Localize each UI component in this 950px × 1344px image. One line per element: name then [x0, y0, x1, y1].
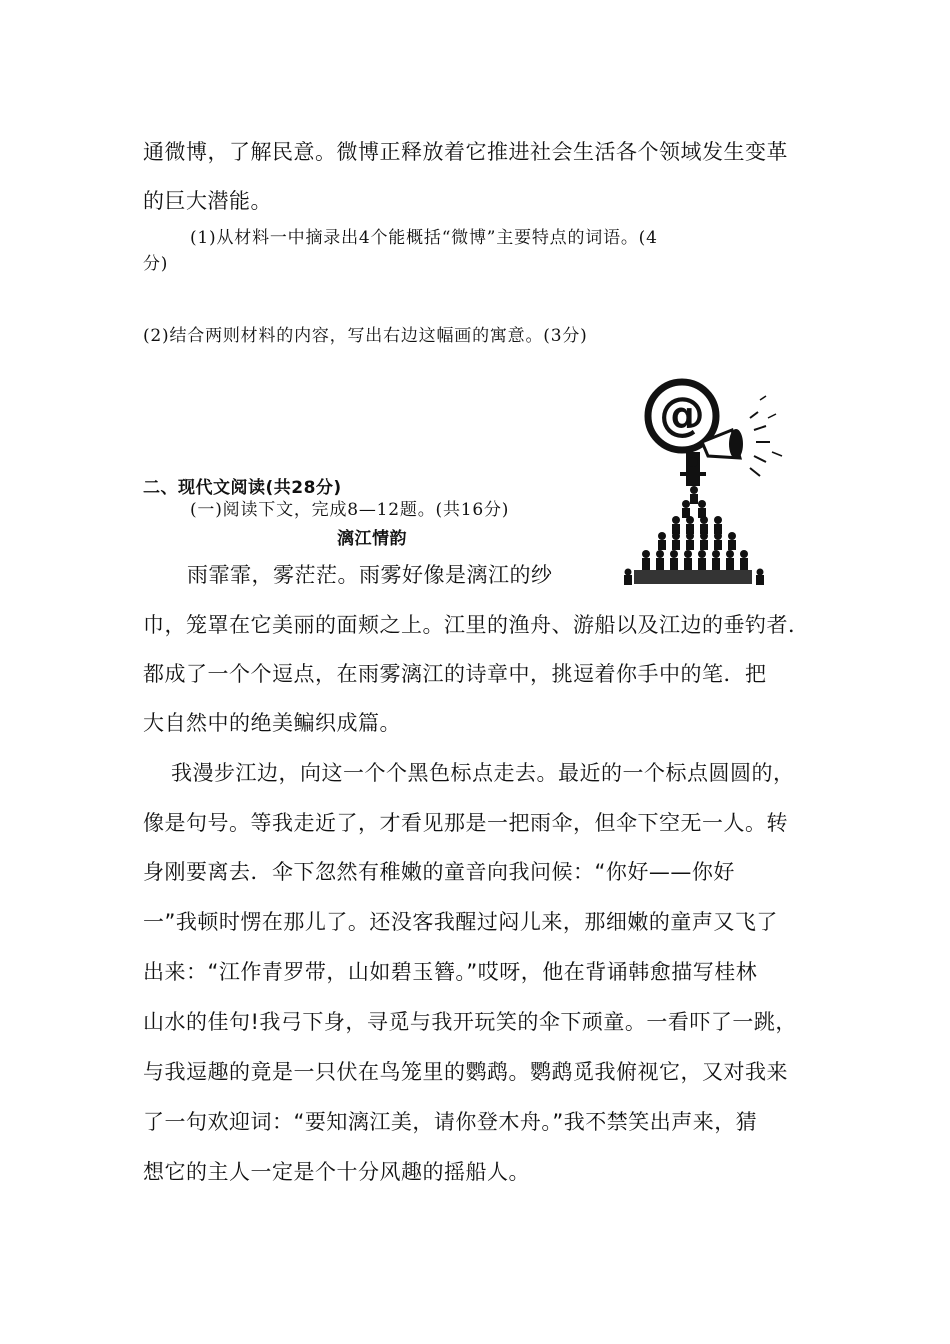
svg-text:@: @: [659, 387, 705, 441]
cartoon-illustration: [610, 378, 790, 588]
question-1-line-1: (1)从材料一中摘录出4个能概括“微博”主要特点的词语。(4: [190, 228, 658, 248]
section-title: 二、现代文阅读(共28分): [143, 478, 342, 498]
human-pyramid-icon: [624, 486, 764, 585]
essay-line: 出来：“江作青罗带，山如碧玉簪。”哎呀，他在背诵韩愈描写桂林: [143, 960, 758, 984]
essay-line: 了一句欢迎词：“要知漓江美，请你登木舟。”我不禁笑出声来，猜: [143, 1110, 758, 1134]
person-figure-icon: [680, 452, 706, 486]
question-2: (2)结合两则材料的内容，写出右边这幅画的寓意。(3分): [143, 326, 588, 346]
essay-line: 像是句号。等我走近了，才看见那是一把雨伞，但伞下空无一人。转: [143, 811, 788, 835]
essay-title: 漓江情韵: [337, 529, 407, 549]
essay-line: 大自然中的绝美鳊织成篇。: [143, 711, 401, 735]
essay-line: 一”我顿时愣在那儿了。还没客我醒过闷儿来，那细嫩的童声又飞了: [143, 910, 778, 934]
essay-line: 巾，笼罩在它美丽的面颊之上。江里的渔舟、游船以及江边的垂钓者．: [143, 613, 810, 637]
question-1-line-2: 分): [143, 254, 169, 274]
essay-line: 与我逗趣的竟是一只伏在鸟笼里的鹦鹉。鹦鹉觅我俯视它，又对我来: [143, 1060, 788, 1084]
material-line-2: 的巨大潜能。: [143, 189, 272, 213]
material-line-1: 通微博，了解民意。微博正释放着它推进社会生活各个领域发生变革: [143, 140, 788, 164]
section-subtitle: (一)阅读下文，完成8—12题。(共16分): [190, 500, 510, 520]
essay-line: 都成了一个个逗点，在雨雾漓江的诗章中，挑逗着你手中的笔．把: [143, 662, 767, 686]
essay-line: 身刚要离去．伞下忽然有稚嫩的童音向我问候：“你好——你好: [143, 860, 735, 884]
essay-line: 我漫步江边，向这一个个黑色标点走去。最近的一个标点圆圆的，: [171, 761, 795, 785]
essay-line: 想它的主人一定是个十分风趣的摇船人。: [143, 1160, 530, 1184]
essay-line: 雨霏霏，雾茫茫。雨雾好像是漓江的纱: [187, 563, 553, 587]
essay-line: 山水的佳句!我弓下身，寻觅与我开玩笑的伞下顽童。一看吓了一跳，: [143, 1010, 797, 1034]
